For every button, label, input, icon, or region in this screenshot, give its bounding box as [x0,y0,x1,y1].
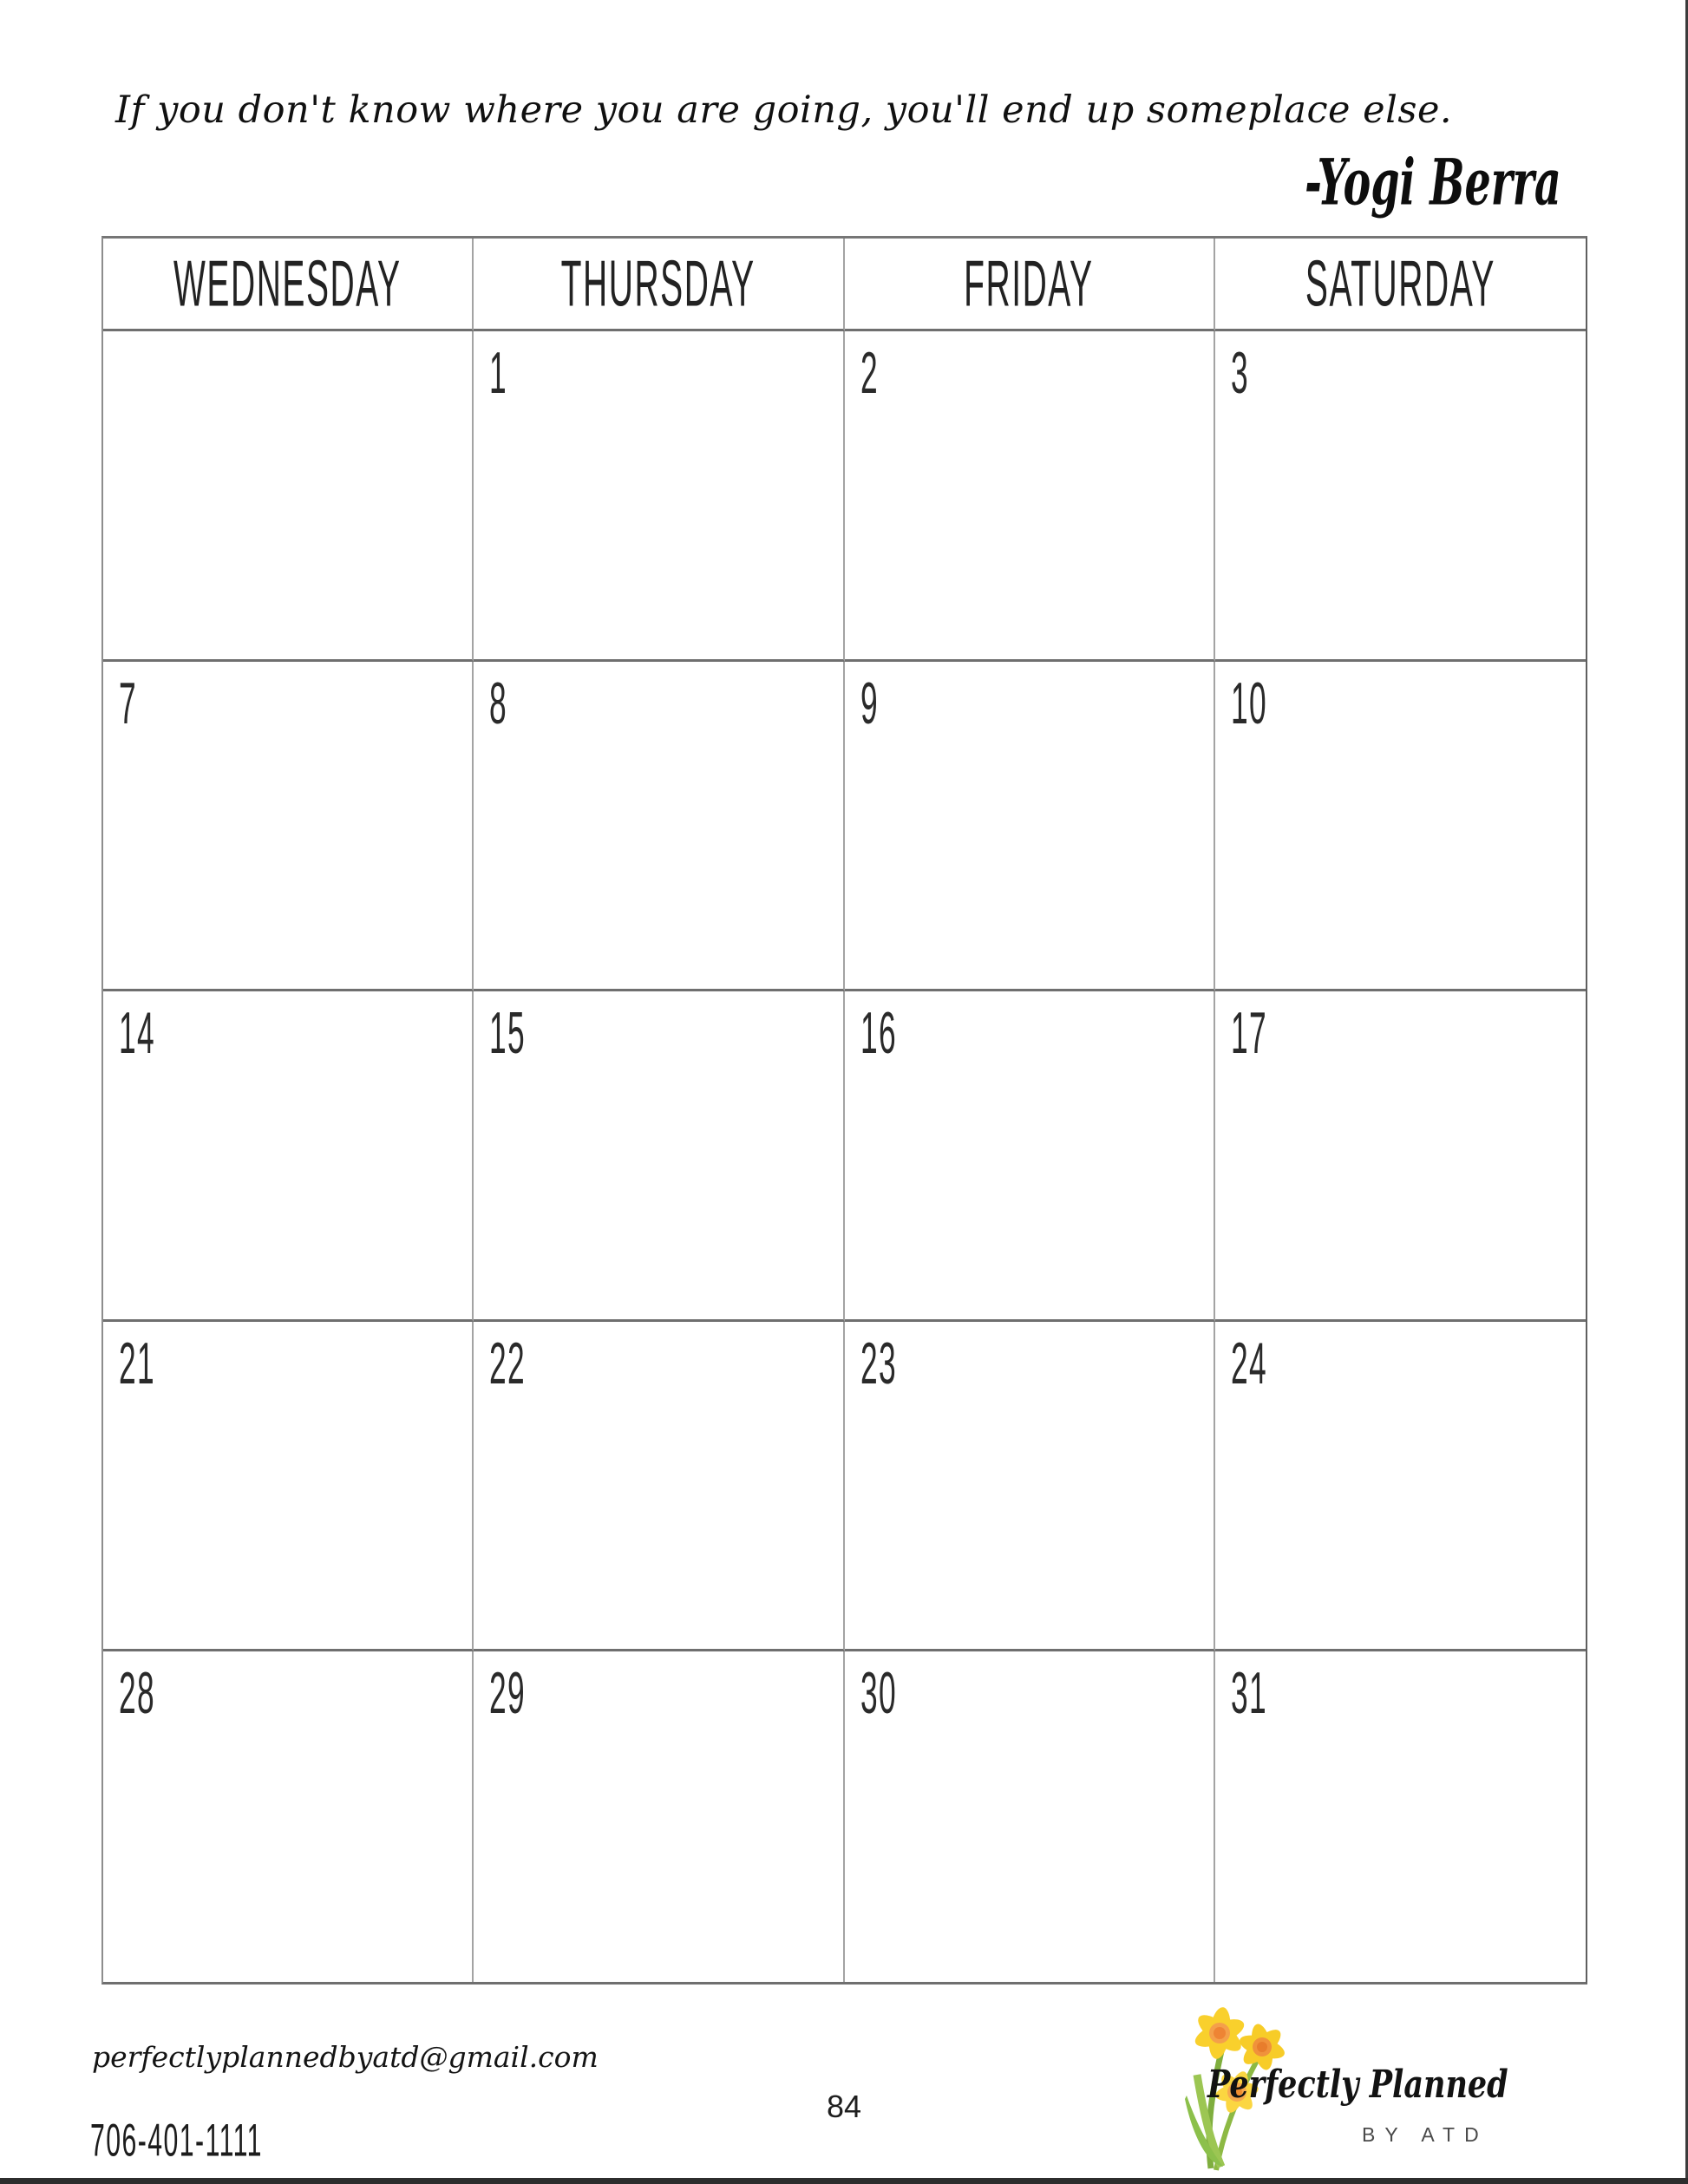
contact-phone: 706-401-1111 [90,2115,263,2166]
date-number: 16 [860,1001,897,1067]
calendar-cell [474,662,844,992]
date-number: 23 [860,1331,897,1397]
date-number: 10 [1230,670,1267,737]
calendar-cell [474,1322,844,1652]
date-number: 9 [860,670,879,737]
brand-logo [1173,1995,1520,2179]
page-number: 84 [826,2089,862,2124]
scan-edge-bottom [0,2178,1688,2184]
date-number: 24 [1230,1331,1267,1397]
day-header-label: FRIDAY [964,247,1094,320]
day-header-label: WEDNESDAY [173,247,402,320]
day-header-thursday [474,239,844,331]
brand-subtitle: BY ATD [1362,2123,1488,2146]
calendar-cell [845,662,1215,992]
day-header-wednesday [103,239,474,331]
calendar-cell [103,331,474,662]
calendar-cell [103,1651,474,1982]
date-number: 14 [119,1001,156,1067]
day-header-saturday [1215,239,1586,331]
date-number: 30 [860,1661,897,1728]
date-number: 17 [1230,1001,1267,1067]
contact-email: perfectlyplannedbyatd@gmail.com [92,2040,599,2074]
calendar-cell [474,331,844,662]
day-header-friday [845,239,1215,331]
date-number: 15 [489,1001,527,1067]
date-number: 2 [860,341,879,407]
quote-attribution: -Yogi Berra [1305,146,1561,220]
calendar-cell [1215,662,1586,992]
calendar-cell [103,1322,474,1652]
date-number: 7 [119,670,138,737]
calendar-cell [845,1322,1215,1652]
calendar-cell [845,1651,1215,1982]
day-header-label: SATURDAY [1305,247,1495,320]
calendar-grid [101,236,1587,1985]
calendar-cell [474,991,844,1322]
date-number: 3 [1230,341,1249,407]
calendar-cell [845,331,1215,662]
calendar-cell [103,662,474,992]
calendar-cell [1215,991,1586,1322]
date-number: 29 [489,1661,527,1728]
date-number: 21 [119,1331,156,1397]
date-number: 28 [119,1661,156,1728]
calendar-cell [1215,331,1586,662]
calendar-cell [474,1651,844,1982]
calendar-cell [1215,1322,1586,1652]
calendar-cell [103,991,474,1322]
brand-name: Perfectly Planned [1207,2063,1508,2108]
day-header-label: THURSDAY [560,247,756,320]
date-number: 1 [489,341,508,407]
calendar-cell [845,991,1215,1322]
date-number: 31 [1230,1661,1267,1728]
date-number: 8 [489,670,508,737]
date-number: 22 [489,1331,527,1397]
quote-text: If you don't know where you are going, you'll end up someplace else. [115,88,1453,132]
calendar-cell [1215,1651,1586,1982]
